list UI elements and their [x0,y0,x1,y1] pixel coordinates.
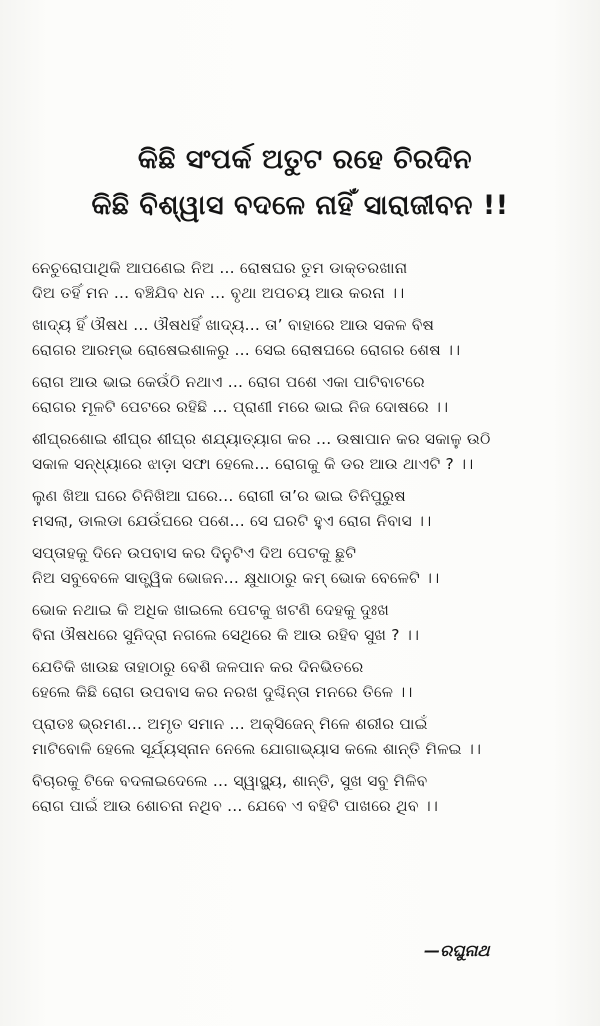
poem-line: ଶୀଘ୍ରଶୋଇ ଶୀଘ୍ର ଶୀଘ୍ର ଶଯ୍ୟାତ୍ୟାଗ କର ... ଉଷାପାନ କର ସକାଳୁ ଉଠି [32,430,491,448]
poem-line: ବିଚାରକୁ ଟିକେ ବଦଳାଇଦେଲେ ... ସ୍ୱାସ୍ଥ୍ୟ, ଶାନ୍ତି, ସୁଖ ସବୁ ମିଳିବ [32,772,428,790]
poem-line: ଯେତିକି ଖାଉଛ ତାହାଠାରୁ ବେଶି ଜଳପାନ କର ଦିନଭିତରେ [32,658,364,676]
poem-line: ରୋଗ ଆଉ ଭାଇ କେଉଁଠି ନଥାଏ ... ରୋଗ ପଶେ ଏକା ପାଟିବାଟରେ [32,373,425,391]
stanza [32,769,572,819]
poem-line: ଭୋକ ନଥାଇ କି ଅଧିକ ଖାଇଲେ ପେଟକୁ ଖଟଣି ଦେହକୁ ଦୁଃଖ [32,601,389,619]
author-signature: —ରଘୁନାଥ [424,941,490,960]
stanza [32,712,572,762]
poem-line: ହେଲେ କିଛି ରୋଗ ଉପବାସ କର ନରଖ ଦୁଶ୍ଚିନ୍ତା ମନରେ ତିଳେ ।। [32,683,413,701]
poem-line: ମାଟିବୋଳି ହେଲେ ସୂର୍ଯ୍ୟସ୍ନାନ ନେଲେ ଯୋଗାଭ୍ୟାସ କଲେ ଶାନ୍ତି ମିଳଇ ।। [32,740,482,758]
poem-line: ପ୍ରାତଃ ଭ୍ରମଣ... ଅମୃତ ସମାନ ... ଅକ୍ସିଜେନ୍ ମିଳେ ଶରୀର ପାଇଁ [32,715,428,733]
stanza [32,655,572,705]
poem-line: ନେଚୁରୋପାଥିକି ଆପଣେଇ ନିଅ ... ରୋଷଘର ତୁମ ଡାକ୍ତରଖାନା [32,259,408,277]
poem-title-line-2: କିଛି ବିଶ୍ୱାସ ବଦଳେ ନାହିଁ ସାରାଜୀବନ !! [91,190,509,221]
poem-line: ସପ୍ତାହକୁ ଦିନେ ଉପବାସ କର ଦିନୁଟିଏ ଦିଅ ପେଟକୁ ଛୁଟି [32,544,357,562]
poem-line: ବିନା ଔଷଧରେ ସୁନିଦ୍ରା ନଗଲେ ସେଥିରେ କି ଆଉ ରହିବ ସୁଖ ? ।। [32,626,420,644]
poem-body [32,256,572,826]
poem-line: ରୋଗର ମୂଳଟି ପେଟରେ ରହିଛି ... ପ୍ରାଣୀ ମରେ ଭାଇ ନିଜ ଦୋଷରେ ।। [32,398,449,416]
poem-title-line-1: କିଛି ସଂପର୍କ ଅତୁଟ ରହେ ଚିରଦିନ [137,144,473,175]
poem-line: ଦିଅ ତହିଁ ମନ ... ବଞ୍ଚିଯିବ ଧନ ... ବୃଥା ଅପଚୟ ଆଉ କରନା ।। [32,284,405,302]
poem-line: ମସଲା, ଡାଲଡା ଯେଉଁଘରେ ପଶେ... ସେ ଘରଟି ହୁଏ ରୋଗ ନିବାସ ।। [32,512,432,530]
poem-line: ରୋଗର ଆରମ୍ଭ ରୋଷେଇଶାଳରୁ ... ସେଇ ରୋଷଘରେ ରୋଗର ଶେଷ ।। [32,341,461,359]
stanza [32,598,572,648]
poem-line: ରୋଗ ପାଇଁ ଆଉ ଶୋଚନା ନଥିବ ... ଯେବେ ଏ ବହିଟି ପାଖରେ ଥିବ ।। [32,797,439,815]
poem-line: ସକାଳ ସନ୍ଧ୍ୟାରେ ଝାଡ଼ା ସଫା ହେଲେ... ରୋଗକୁ କି ଡର ଆଉ ଥାଏଟି ? ।। [32,455,474,473]
stanza [32,313,572,363]
poem-line: ନିଅ ସବୁବେଳେ ସାତ୍ତ୍ୱିକ ଭୋଜନ... କ୍ଷୁଧାଠାରୁ କମ୍ ଭୋକ ବେଳେଟି ।। [32,569,440,587]
poem-line: ଖାଦ୍ୟ ହିଁ ଔଷଧ ... ଔଷଧହିଁ ଖାଦ୍ୟ... ତା’ ବାହାରେ ଆଉ ସକଳ ବିଷ [32,316,435,334]
poem-line: ଲୁଣ ଖିଆ ଘରେ ଚିନିଖିଆ ଘରେ... ରୋଗୀ ତା’ର ଭାଇ ତିନିପୁରୁଷ [32,487,406,505]
stanza [32,427,572,477]
stanza [32,256,572,306]
stanza [32,541,572,591]
stanza [32,370,572,420]
stanza [32,484,572,534]
